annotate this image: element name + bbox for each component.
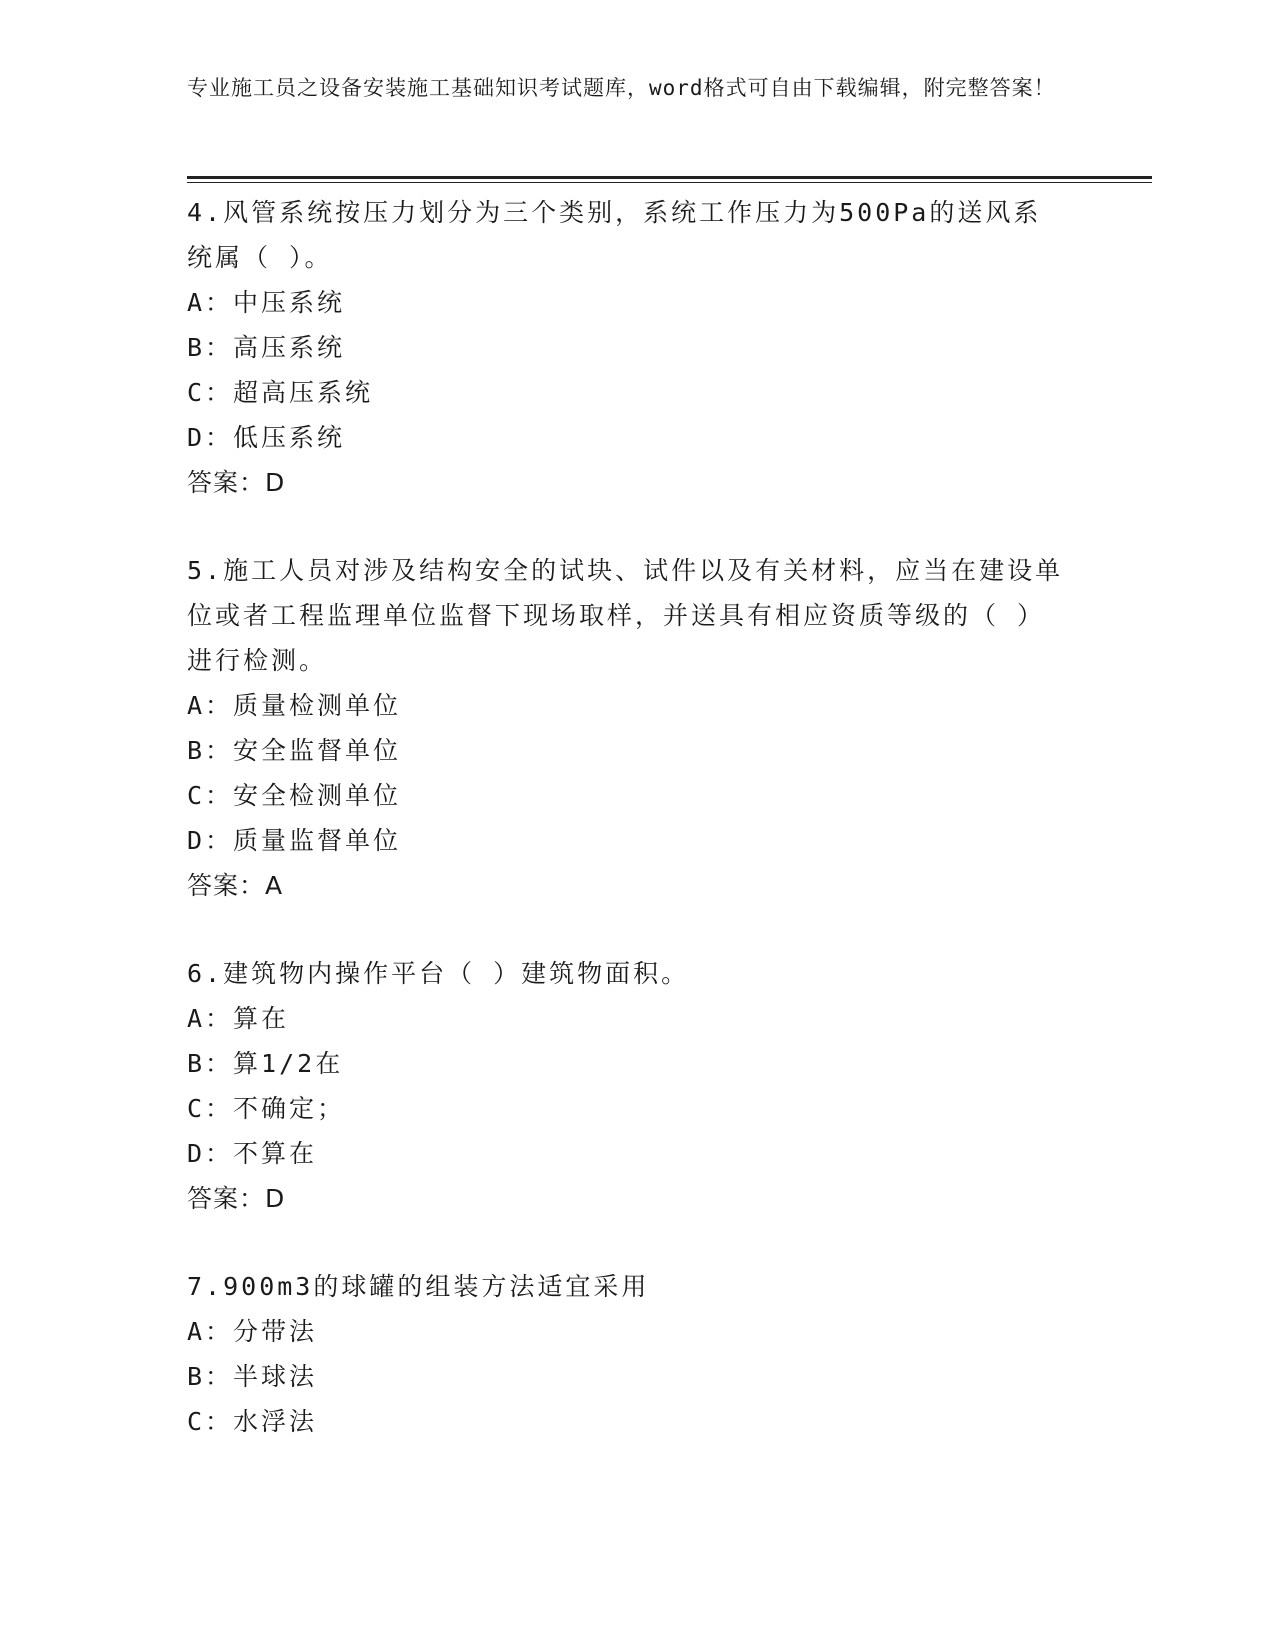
option-b: B：高压系统 (187, 333, 346, 362)
question-text: 7.900m3的球罐的组装方法适宜采用 (187, 1272, 650, 1301)
question-text: 4.风管系统按压力划分为三个类别，系统工作压力为500Pa的送风系统属（ ）。 (187, 198, 1042, 272)
header-title: 专业施工员之设备安装施工基础知识考试题库，word格式可自由下载编辑，附完整答案！ (187, 76, 1056, 100)
answer: 答案：D (187, 468, 286, 497)
question-list (187, 190, 1067, 1487)
option-d: D：质量监督单位 (187, 826, 402, 855)
option-a: A：质量检测单位 (187, 691, 402, 720)
option-c: C：安全检测单位 (187, 781, 402, 810)
answer: 答案：A (187, 871, 284, 900)
option-c: C：不确定； (187, 1094, 346, 1123)
option-c: C：水浮法 (187, 1407, 318, 1436)
option-b: B：安全监督单位 (187, 736, 402, 765)
option-d: D：低压系统 (187, 423, 346, 452)
option-a: A：中压系统 (187, 288, 346, 317)
option-d: D：不算在 (187, 1139, 318, 1168)
answer: 答案：D (187, 1184, 286, 1213)
question-4 (187, 190, 1067, 505)
document-header (187, 72, 1067, 105)
question-6 (187, 951, 1067, 1221)
option-a: A：算在 (187, 1004, 290, 1033)
option-b: B：半球法 (187, 1362, 318, 1391)
option-b: B：算1/2在 (187, 1049, 344, 1078)
header-rule-thick (187, 176, 1152, 179)
header-rule-thin (187, 182, 1152, 183)
option-a: A：分带法 (187, 1317, 318, 1346)
option-c: C：超高压系统 (187, 378, 374, 407)
question-7 (187, 1264, 1067, 1444)
question-text: 6.建筑物内操作平台（ ）建筑物面积。 (187, 959, 690, 988)
question-text: 5.施工人员对涉及结构安全的试块、试件以及有关材料，应当在建设单位或者工程监理单位监督下现场取样，并送具有相应资质等级的（ ）进行检测。 (187, 556, 1064, 675)
question-5 (187, 548, 1067, 908)
